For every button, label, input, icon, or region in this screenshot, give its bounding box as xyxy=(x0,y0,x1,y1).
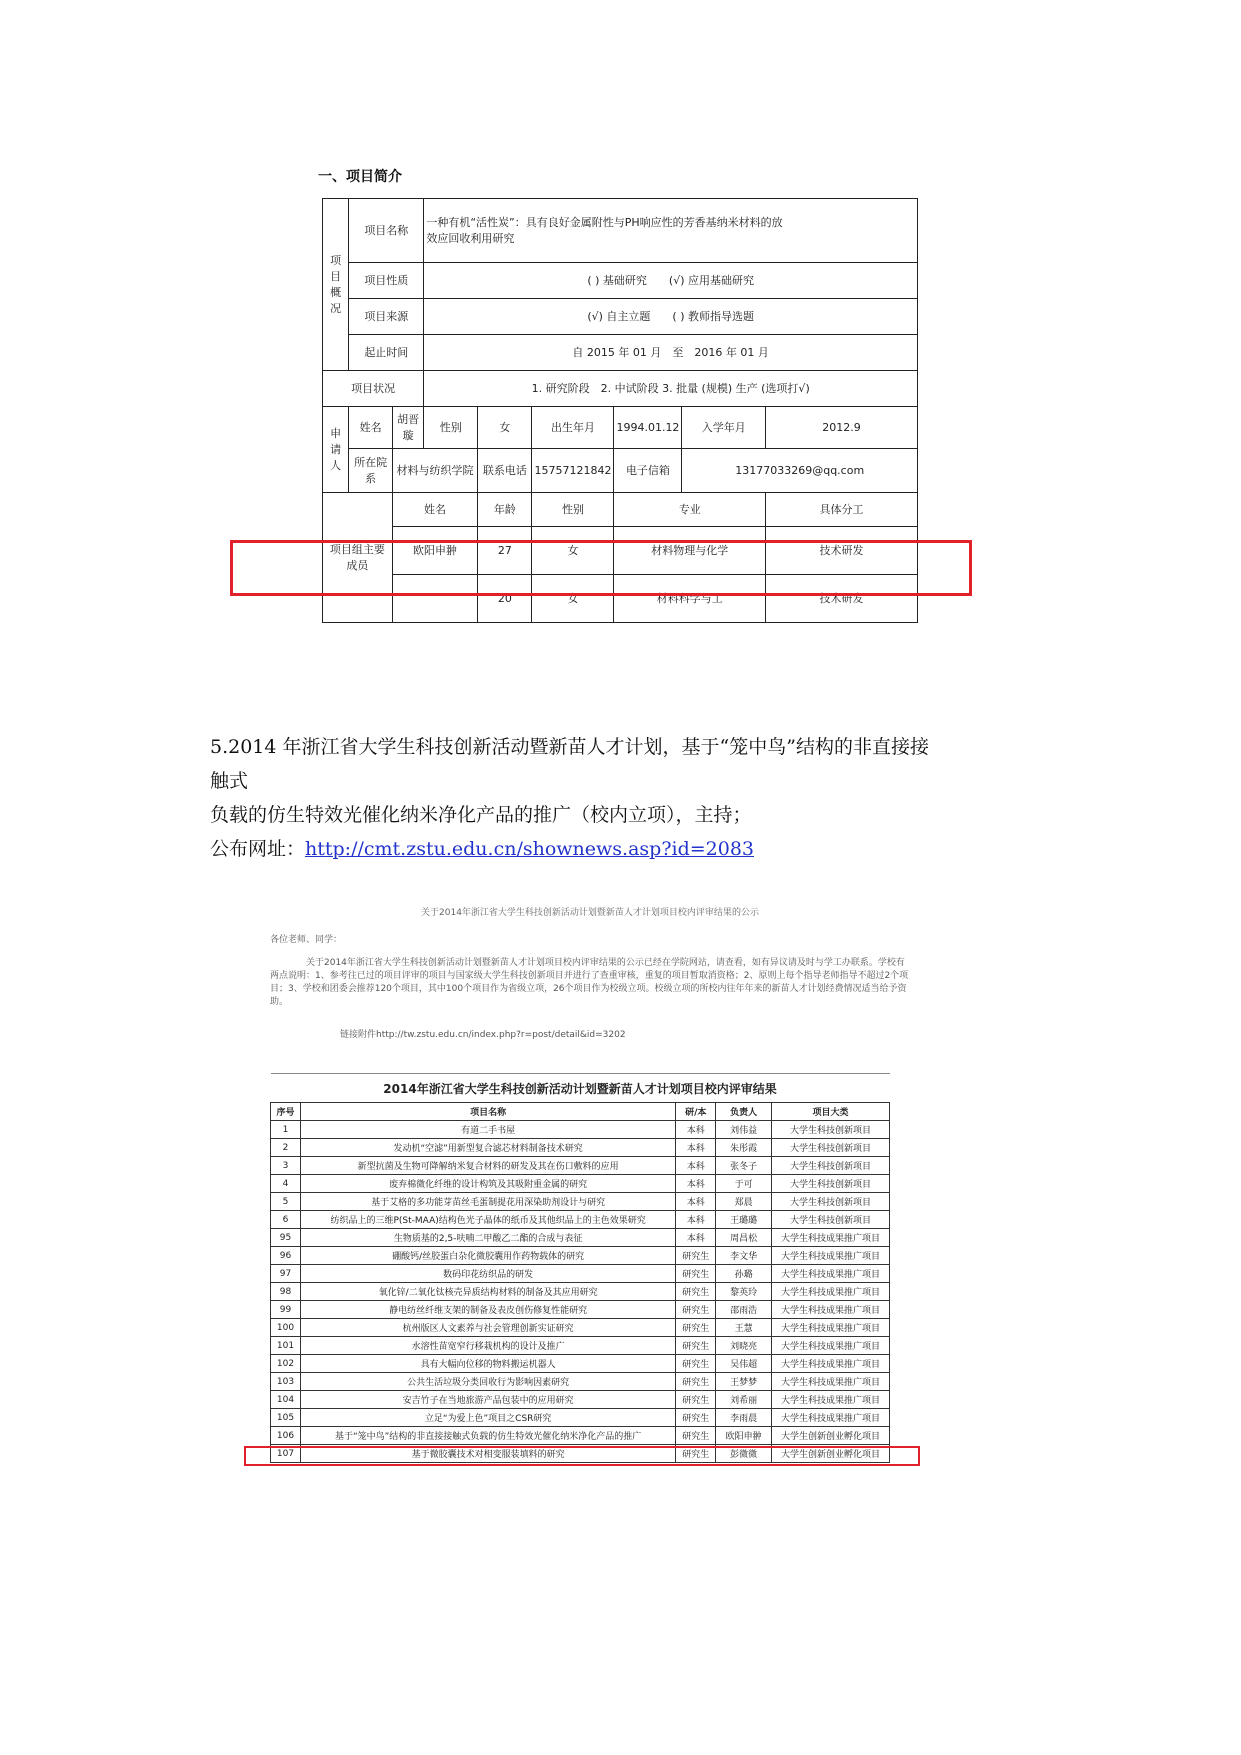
row-category: 大学生科技成果推广项目 xyxy=(772,1229,890,1247)
row-project: 废弃棉微化纤维的设计构筑及其吸附重金属的研究 xyxy=(300,1175,675,1193)
table-row xyxy=(271,1373,890,1391)
row-category: 大学生科技成果推广项目 xyxy=(772,1391,890,1409)
row-project: 基于微胶囊技术对相变服装填料的研究 xyxy=(300,1445,675,1463)
row-leader: 王璐璐 xyxy=(716,1211,772,1229)
row-leader: 刘希丽 xyxy=(716,1391,772,1409)
value-project-status: 1. 研究阶段 2. 中试阶段 3. 批量 (规模) 生产 (选项打√) xyxy=(424,371,918,407)
row-project: 数码印花纺织品的研发 xyxy=(300,1265,675,1283)
row-leader: 欧阳申翀 xyxy=(716,1427,772,1445)
label-project-period: 起止时间 xyxy=(349,335,424,371)
row-no: 97 xyxy=(271,1265,301,1283)
table-row xyxy=(271,1121,890,1139)
row-leader: 李雨晨 xyxy=(716,1409,772,1427)
row-category: 大学生科技成果推广项目 xyxy=(772,1355,890,1373)
header-no: 序号 xyxy=(271,1103,301,1121)
row-no: 105 xyxy=(271,1409,301,1427)
row-category: 大学生科技创新项目 xyxy=(772,1193,890,1211)
table-row xyxy=(271,1265,890,1283)
row-leader: 刘伟益 xyxy=(716,1121,772,1139)
row-no: 99 xyxy=(271,1301,301,1319)
row-category: 大学生科技成果推广项目 xyxy=(772,1301,890,1319)
label-gender: 性别 xyxy=(424,407,478,449)
row-level: 研究生 xyxy=(676,1373,716,1391)
row-project: 立足“为爱上色”项目之CSR研究 xyxy=(300,1409,675,1427)
value-project-source: (√) 自主立题 ( ) 教师指导选题 xyxy=(424,299,918,335)
row-category: 大学生科技创新项目 xyxy=(772,1121,890,1139)
notice-block xyxy=(270,905,910,1040)
paragraph-item-5 xyxy=(210,730,1090,866)
row-level: 研究生 xyxy=(676,1283,716,1301)
table-row xyxy=(271,1175,890,1193)
row-project: 公共生活垃圾分类回收行为影响因素研究 xyxy=(300,1373,675,1391)
row-leader: 孙璐 xyxy=(716,1265,772,1283)
row-no: 103 xyxy=(271,1373,301,1391)
member-gender: 女 xyxy=(532,575,614,623)
row-level: 本科 xyxy=(676,1139,716,1157)
notice-link: 链接附件http://tw.zstu.edu.cn/index.php?r=post/detail&id=3202 xyxy=(340,1030,626,1040)
row-category: 大学生科技成果推广项目 xyxy=(772,1373,890,1391)
row-no: 104 xyxy=(271,1391,301,1409)
row-category: 大学生科技创新项目 xyxy=(772,1139,890,1157)
highlight-box-member xyxy=(230,540,972,596)
row-level: 本科 xyxy=(676,1193,716,1211)
row-level: 本科 xyxy=(676,1121,716,1139)
value-email: 13177033269@qq.com xyxy=(682,449,918,493)
row-leader: 张冬子 xyxy=(716,1157,772,1175)
url-label: 公布网址： xyxy=(210,838,306,860)
row-project: 杭州版区人文素养与社会管理创新实证研究 xyxy=(300,1319,675,1337)
paragraph-line: 触式 xyxy=(210,770,249,792)
value-gender: 女 xyxy=(478,407,532,449)
label-applicant-name: 姓名 xyxy=(349,407,393,449)
row-leader: 吴伟超 xyxy=(716,1355,772,1373)
row-no: 96 xyxy=(271,1247,301,1265)
results-table xyxy=(270,1073,890,1463)
paragraph-line: 5.2014 年浙江省大学生科技创新活动暨新苗人才计划，基于“笼中鸟”结构的非直接接 xyxy=(210,736,929,758)
label-project-status: 项目状况 xyxy=(323,371,424,407)
notice-body: 关于2014年浙江省大学生科技创新活动计划暨新苗人才计划项目校内评审结果的公示已经在学院网站，请查看，如有异议请及时与学工办联系。学校有两点说明：1、参考往已过的项目评审的项目与国家级大学生科技创新项目并进行了查重审核，重复的项目暂取消资格；2、原则上每个指导老师指导不超过2个项目；3、学校和团委会推荐120个项目，其中100个项目作为省级立项，26个项目作为校级立项。校级立项的所校内往年年来的新苗人才计划经费情况适当给予资助。 xyxy=(270,958,909,1007)
row-project: 具有大幅向位移的物料搬运机器人 xyxy=(300,1355,675,1373)
paragraph-line: 负载的仿生特效光催化纳米净化产品的推广（校内立项），主持； xyxy=(210,804,752,826)
row-no: 5 xyxy=(271,1193,301,1211)
row-category: 大学生科技创新项目 xyxy=(772,1175,890,1193)
row-no: 98 xyxy=(271,1283,301,1301)
table-row xyxy=(271,1229,890,1247)
member-header-role: 具体分工 xyxy=(766,493,918,527)
row-category: 大学生科技成果推广项目 xyxy=(772,1319,890,1337)
value-birth: 1994.01.12 xyxy=(614,407,682,449)
row-project: 纺织品上的三维P(St-MAA)结构色光子晶体的纸币及其他织品上的主色效果研究 xyxy=(300,1211,675,1229)
label-birth: 出生年月 xyxy=(532,407,614,449)
row-level: 本科 xyxy=(676,1175,716,1193)
row-no: 106 xyxy=(271,1427,301,1445)
row-category: 大学生科技成果推广项目 xyxy=(772,1337,890,1355)
row-leader: 王梦梦 xyxy=(716,1373,772,1391)
table-row xyxy=(271,1337,890,1355)
label-project-source: 项目来源 xyxy=(349,299,424,335)
member-gender: 女 xyxy=(532,527,614,575)
row-no: 101 xyxy=(271,1337,301,1355)
table-row xyxy=(271,1427,890,1445)
header-category: 项目大类 xyxy=(772,1103,890,1121)
value-enroll: 2012.9 xyxy=(766,407,918,449)
member-role: 技术研发 xyxy=(766,527,918,575)
value-project-nature: ( ) 基础研究 (√) 应用基础研究 xyxy=(424,263,918,299)
row-no: 6 xyxy=(271,1211,301,1229)
value-dept: 材料与纺织学院 xyxy=(392,449,477,493)
row-level: 研究生 xyxy=(676,1265,716,1283)
row-category: 大学生科技创新项目 xyxy=(772,1157,890,1175)
member-header-gender: 性别 xyxy=(532,493,614,527)
row-no: 95 xyxy=(271,1229,301,1247)
row-leader: 朱彤霞 xyxy=(716,1139,772,1157)
label-project-nature: 项目性质 xyxy=(349,263,424,299)
header-level: 研/本 xyxy=(676,1103,716,1121)
row-level: 研究生 xyxy=(676,1427,716,1445)
notice-greeting: 各位老师、同学： xyxy=(270,935,343,945)
group-label-applicant: 申请人 xyxy=(323,407,349,493)
table-row xyxy=(271,1283,890,1301)
member-role: 技术研发 xyxy=(766,575,918,623)
row-leader: 邵雨浩 xyxy=(716,1301,772,1319)
value-project-name: 一种有机“活性炭”：具有良好金属附性与PH响应性的芳香基纳米材料的放 效应回收利用研究 xyxy=(424,199,918,263)
row-project: 基于“笼中鸟”结构的非直接接触式负载的仿生特效光催化纳米净化产品的推广 xyxy=(300,1427,675,1445)
row-project: 有道二手书屋 xyxy=(300,1121,675,1139)
row-level: 研究生 xyxy=(676,1337,716,1355)
row-level: 研究生 xyxy=(676,1247,716,1265)
row-leader: 周昌松 xyxy=(716,1229,772,1247)
table-row xyxy=(271,1355,890,1373)
row-no: 1 xyxy=(271,1121,301,1139)
header-project: 项目名称 xyxy=(300,1103,675,1121)
row-no: 107 xyxy=(271,1445,301,1463)
row-level: 研究生 xyxy=(676,1409,716,1427)
row-project: 硼酸钙/丝胶蛋白杂化微胶囊用作药物载体的研究 xyxy=(300,1247,675,1265)
table-row xyxy=(271,1211,890,1229)
member-header-age: 年龄 xyxy=(478,493,532,527)
row-category: 大学生创新创业孵化项目 xyxy=(772,1427,890,1445)
table-row xyxy=(271,1301,890,1319)
highlight-box-row-106 xyxy=(244,1446,920,1466)
label-email: 电子信箱 xyxy=(614,449,682,493)
row-level: 本科 xyxy=(676,1229,716,1247)
value-project-period: 自 2015 年 01 月 至 2016 年 01 月 xyxy=(424,335,918,371)
row-leader: 李文华 xyxy=(716,1247,772,1265)
row-category: 大学生科技成果推广项目 xyxy=(772,1409,890,1427)
table-row xyxy=(271,1193,890,1211)
row-no: 2 xyxy=(271,1139,301,1157)
row-project: 生物质基的2,5-呋喃二甲酸乙二酯的合成与表征 xyxy=(300,1229,675,1247)
row-project: 氧化锌/二氧化钛核壳异质结构材料的制备及其应用研究 xyxy=(300,1283,675,1301)
member-header-name: 姓名 xyxy=(392,493,477,527)
row-category: 大学生科技成果推广项目 xyxy=(772,1247,890,1265)
url-link[interactable]: http://cmt.zstu.edu.cn/shownews.asp?id=2083 xyxy=(305,838,755,860)
row-project: 新型抗菌及生物可降解纳米复合材料的研发及其在伤口敷料的应用 xyxy=(300,1157,675,1175)
results-title: 2014年浙江省大学生科技创新活动计划暨新苗人才计划项目校内评审结果 xyxy=(271,1074,890,1103)
table-row xyxy=(271,1139,890,1157)
value-applicant-name: 胡晋璇 xyxy=(392,407,423,449)
row-level: 本科 xyxy=(676,1211,716,1229)
table-row xyxy=(271,1247,890,1265)
row-project: 发动机“空滤”用新型复合滤芯材料制备技术研究 xyxy=(300,1139,675,1157)
row-leader: 王慧 xyxy=(716,1319,772,1337)
label-phone: 联系电话 xyxy=(478,449,532,493)
row-level: 本科 xyxy=(676,1157,716,1175)
row-project: 安吉竹子在当地旅游产品包装中的应用研究 xyxy=(300,1391,675,1409)
member-major: 材料科学与工 xyxy=(614,575,766,623)
label-enroll: 入学年月 xyxy=(682,407,766,449)
label-dept: 所在院系 xyxy=(349,449,393,493)
row-project: 静电纺丝纤维支架的制备及表皮创伤修复性能研究 xyxy=(300,1301,675,1319)
group-label-overview: 项目概况 xyxy=(323,199,349,371)
form-section-title: 一、项目简介 xyxy=(318,169,402,185)
row-leader: 刘晓亮 xyxy=(716,1337,772,1355)
row-no: 100 xyxy=(271,1319,301,1337)
member-age: 20 xyxy=(478,575,532,623)
row-level: 研究生 xyxy=(676,1301,716,1319)
row-category: 大学生科技创新项目 xyxy=(772,1211,890,1229)
row-leader: 郑晨 xyxy=(716,1193,772,1211)
row-no: 3 xyxy=(271,1157,301,1175)
row-leader: 于可 xyxy=(716,1175,772,1193)
row-no: 102 xyxy=(271,1355,301,1373)
row-category: 大学生创新创业孵化项目 xyxy=(772,1445,890,1463)
row-leader: 黎英玲 xyxy=(716,1283,772,1301)
row-category: 大学生科技成果推广项目 xyxy=(772,1283,890,1301)
member-header-major: 专业 xyxy=(614,493,766,527)
row-project: 基于艾格的多功能芽苗丝毛蛋制提花用深染助剂设计与研究 xyxy=(300,1193,675,1211)
table-row xyxy=(271,1409,890,1427)
row-level: 研究生 xyxy=(676,1391,716,1409)
row-level: 研究生 xyxy=(676,1355,716,1373)
table-row xyxy=(271,1157,890,1175)
table-row xyxy=(271,1319,890,1337)
label-project-name: 项目名称 xyxy=(349,199,424,263)
row-level: 研究生 xyxy=(676,1319,716,1337)
row-level: 研究生 xyxy=(676,1445,716,1463)
row-leader: 彭微微 xyxy=(716,1445,772,1463)
paragraph-url-line xyxy=(210,832,1090,866)
row-category: 大学生科技成果推广项目 xyxy=(772,1265,890,1283)
group-label-members: 项目组主要成员 xyxy=(323,493,393,623)
value-phone: 15757121842 xyxy=(532,449,614,493)
header-leader: 负责人 xyxy=(716,1103,772,1121)
row-no: 4 xyxy=(271,1175,301,1193)
member-major: 材料物理与化学 xyxy=(614,527,766,575)
notice-title: 关于2014年浙江省大学生科技创新活动计划暨新苗人才计划项目校内评审结果的公示 xyxy=(421,908,759,918)
row-project: 水溶性苗宽窄行移栽机构的设计及推广 xyxy=(300,1337,675,1355)
table-row xyxy=(271,1391,890,1409)
results-header-row xyxy=(271,1103,890,1121)
member-age: 27 xyxy=(478,527,532,575)
member-name: 欧阳申翀 xyxy=(392,527,477,575)
